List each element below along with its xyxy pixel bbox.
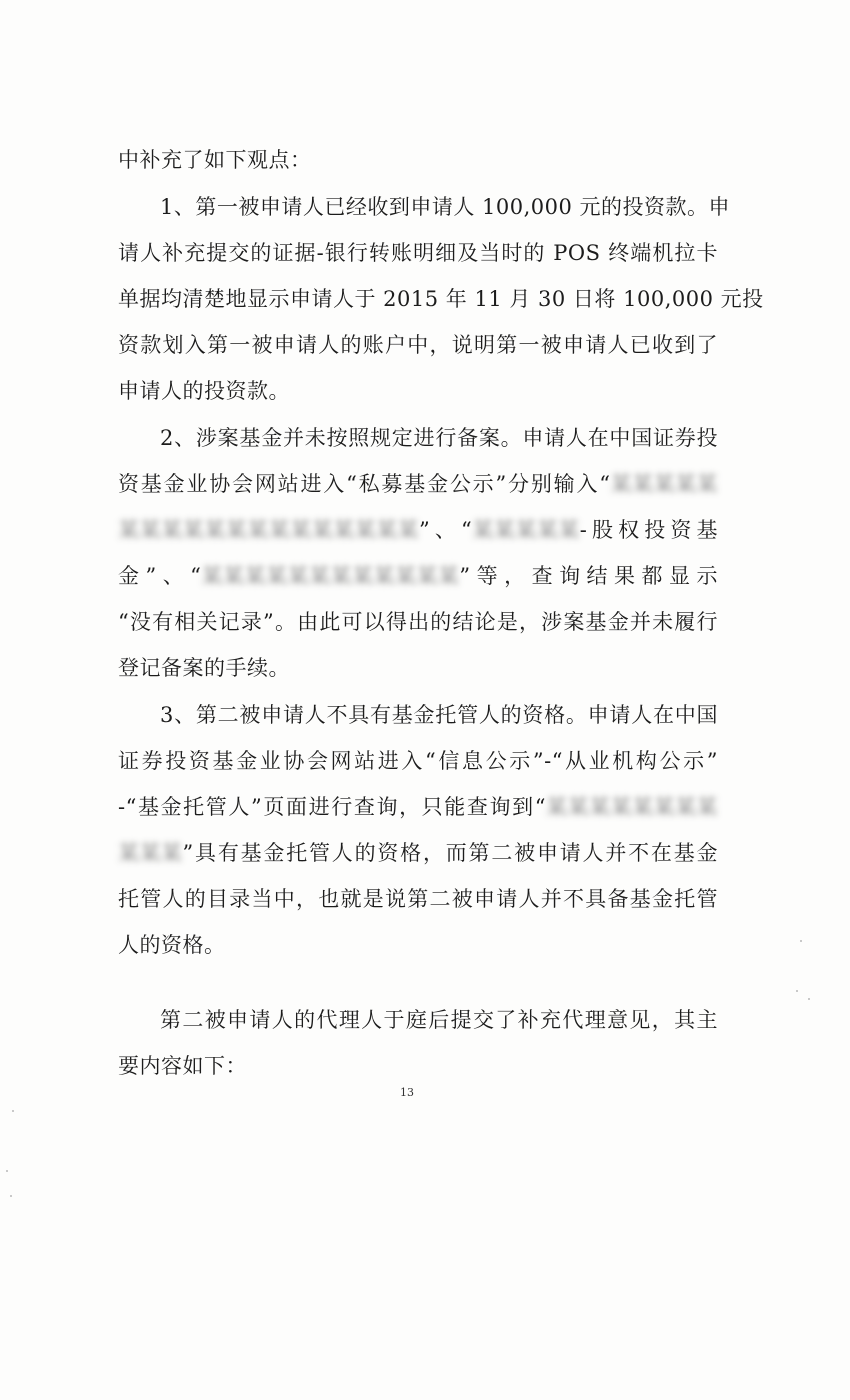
scan-speck <box>808 998 810 1000</box>
text-line-10: 金”、“某某某某某某某某某某某某”等，查询结果都显示 <box>118 556 718 596</box>
redacted-text: 某某某某某 <box>610 472 718 496</box>
text-line-2: 1、第一被申请人已经收到申请人 100,000 元的投资款。申 <box>160 195 731 219</box>
scan-speck <box>12 1110 14 1112</box>
scan-speck <box>6 1170 8 1172</box>
redacted-text: 某某某某某某某某某某某某某某 <box>118 518 419 542</box>
text-line-13: 3、第二被申请人不具有基金托管人的资格。申请人在中国 <box>160 703 718 727</box>
scan-speck <box>10 1195 12 1197</box>
page-number: 13 <box>400 1086 414 1099</box>
redacted-text: 某某某某某 <box>472 518 580 542</box>
text-line-12: 登记备案的手续。 <box>118 656 290 680</box>
text-line-8: 资基金业协会网站进入“私募基金公示”分别输入“某某某某某 <box>118 464 718 504</box>
redacted-text: 某某某某某某某某 <box>546 795 718 819</box>
text-line-3: 请人补充提交的证据-银行转账明细及当时的 POS 终端机拉卡 <box>118 241 718 265</box>
text-line-18: 人的资格。 <box>118 933 226 957</box>
scan-speck <box>800 940 802 942</box>
text-line-14: 证券投资基金业协会网站进入“信息公示”-“从业机构公示” <box>118 749 718 773</box>
scan-speck <box>796 990 798 992</box>
text-line-19: 第二被申请人的代理人于庭后提交了补充代理意见，其主 <box>160 1008 718 1032</box>
redacted-text: 某某某 <box>118 841 183 865</box>
text-line-5: 资款划入第一被申请人的账户中，说明第一被申请人已收到了 <box>118 333 718 357</box>
text-line-7: 2、涉案基金并未按照规定进行备案。申请人在中国证券投 <box>160 426 718 450</box>
redacted-text: 某某某某某某某某某某某某 <box>201 564 460 588</box>
text-line-11: “没有相关记录”。由此可以得出的结论是，涉案基金并未履行 <box>118 610 718 634</box>
text-line-16: 某某某”具有基金托管人的资格，而第二被申请人并不在基金 <box>118 833 718 873</box>
text-line-15: -“基金托管人”页面进行查询，只能查询到“某某某某某某某某 <box>118 787 718 827</box>
text-line-4: 单据均清楚地显示申请人于 2015 年 11 月 30 日将 100,000 元投 <box>118 287 764 311</box>
text-line-9: 某某某某某某某某某某某某某某”、“某某某某某-股权投资基 <box>118 510 718 550</box>
text-line-17: 托管人的目录当中，也就是说第二被申请人并不具备基金托管 <box>118 887 718 911</box>
text-line-6: 申请人的投资款。 <box>118 379 290 403</box>
text-line-20: 要内容如下： <box>118 1054 247 1078</box>
text-line-1: 中补充了如下观点： <box>118 148 312 172</box>
